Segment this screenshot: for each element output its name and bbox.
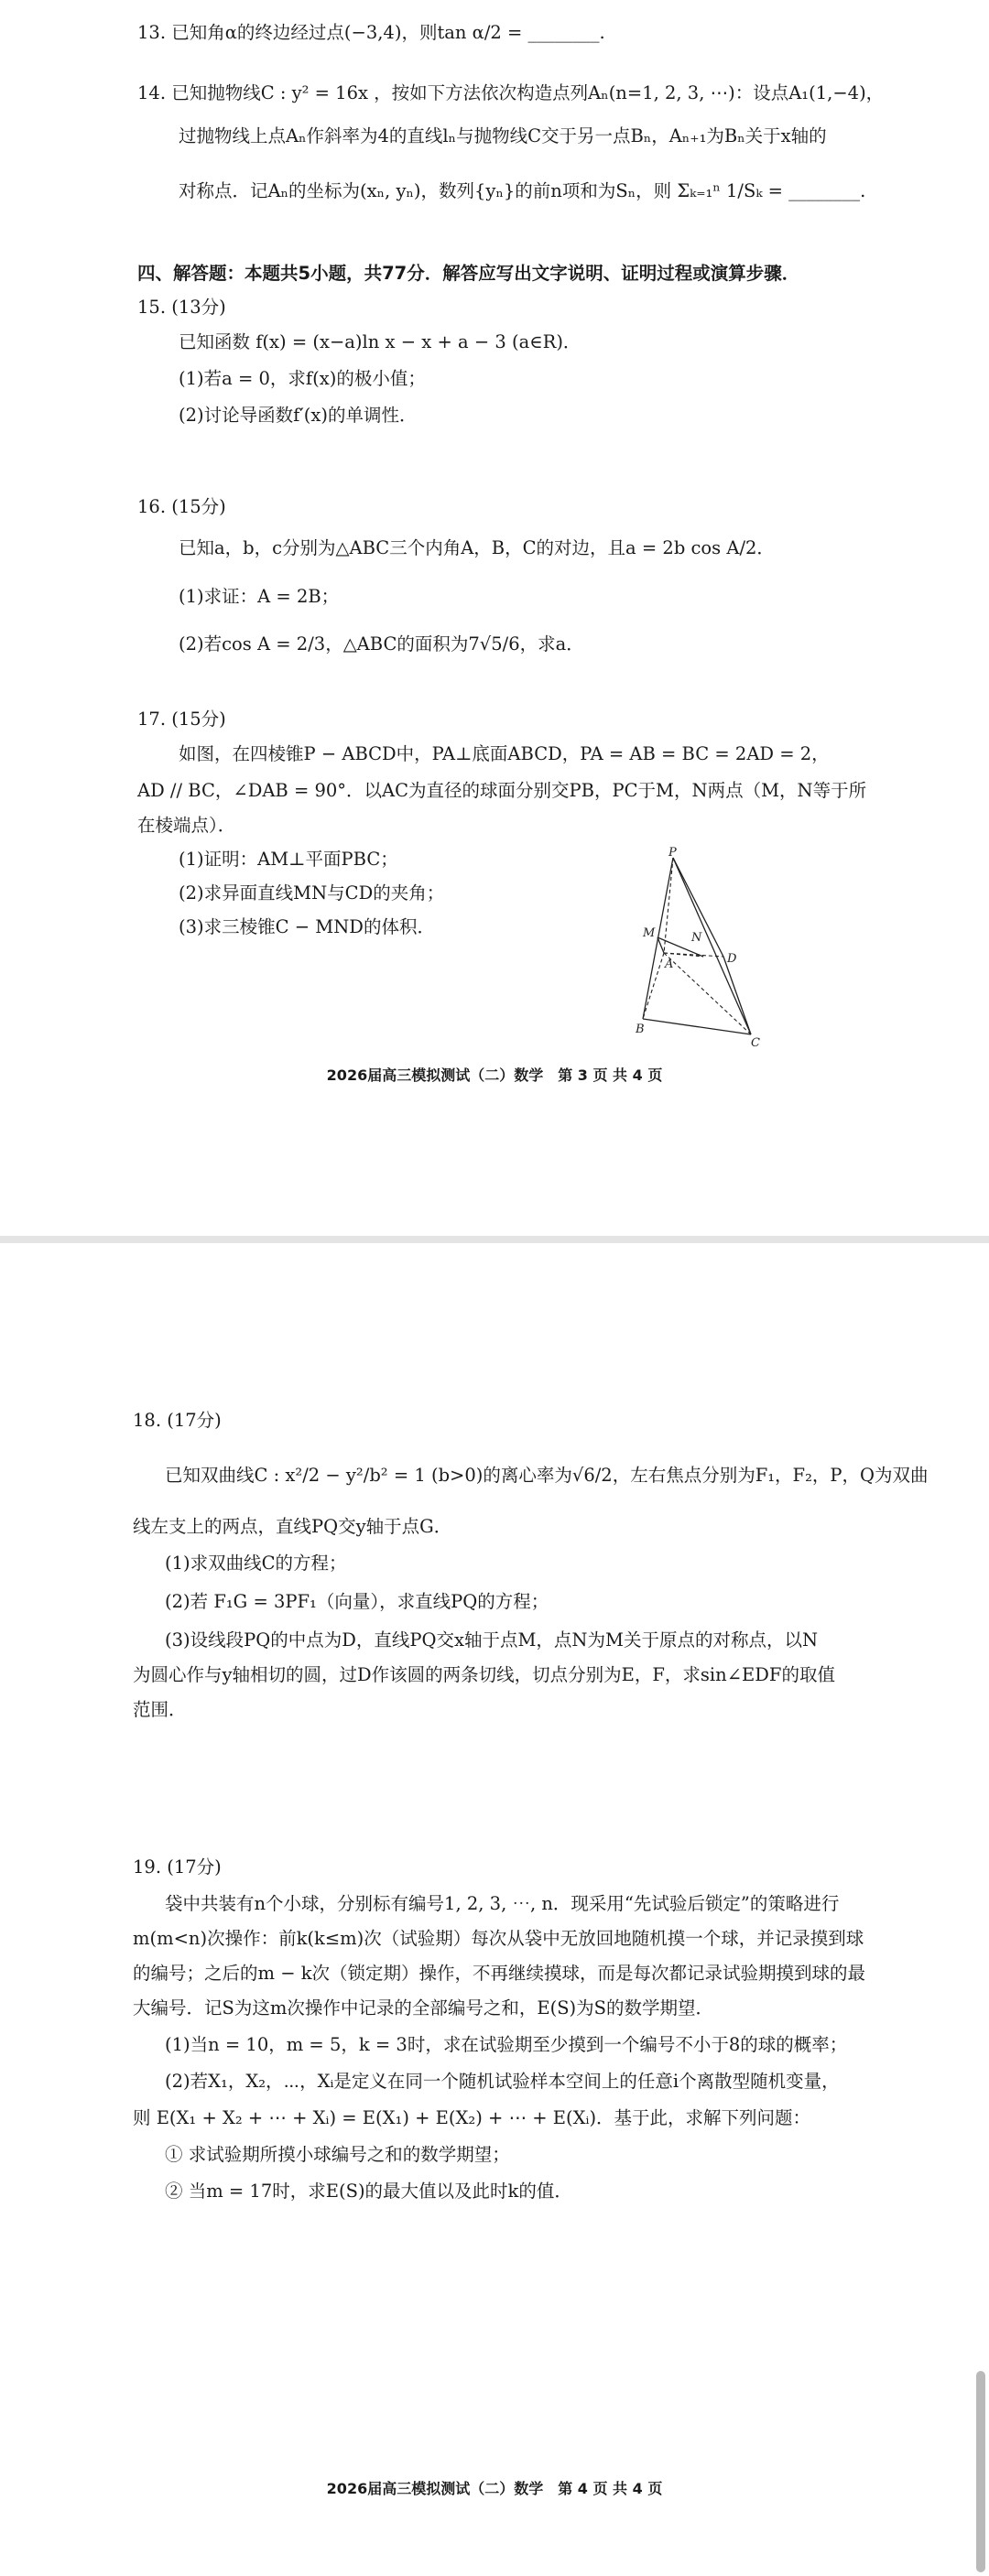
question-16-heading: 16. (15分) — [137, 496, 226, 517]
exam-page-3 — [0, 0, 989, 1236]
question-19-line-4: 大编号．记S为这m次操作中记录的全部编号之和，E(S)为S的数学期望． — [133, 1997, 714, 2019]
question-19-part-1: (1)当n = 10，m = 5，k = 3时，求在试验期至少摸到一个编号不小于8的球的概率； — [165, 2034, 848, 2055]
label-C: C — [751, 1036, 760, 1048]
question-15-line-3: (2)讨论导函数f′(x)的单调性． — [179, 405, 418, 426]
page-4-footer: 2026届高三模拟测试（二）数学 第 4 页 共 4 页 — [326, 2480, 663, 2497]
pyramid-figure — [623, 847, 778, 1048]
question-17-heading: 17. (15分) — [137, 709, 226, 730]
question-19-part-2-line-2: 则 E(X₁ + X₂ + ⋯ + Xᵢ) = E(X₁) + E(X₂) + ⋯ + E(Xᵢ)．基于此，求解下列问题： — [133, 2107, 811, 2128]
question-18-part-2: (2)若 F₁G = 3PF₁（向量），求直线PQ的方程； — [165, 1591, 549, 1612]
label-D: D — [727, 952, 737, 966]
question-18-heading: 18. (17分) — [133, 1410, 222, 1431]
question-15-heading: 15. (13分) — [137, 297, 226, 318]
label-B: B — [636, 1023, 645, 1036]
question-19-heading: 19. (17分) — [133, 1856, 222, 1878]
edge-DC — [723, 957, 751, 1034]
edge-PC — [673, 858, 751, 1034]
question-18-line-1: 已知双曲线C : x²/2 − y²/b² = 1 (b>0)的离心率为√6/2，左右焦点分别为F₁，F₂，P，Q为双曲 — [165, 1465, 929, 1486]
page-separator — [0, 1236, 989, 1243]
question-19-line-1: 袋中共装有n个小球，分别标有编号1, 2, 3, ⋯, n．现采用“先试验后锁定”的策略进行 — [165, 1893, 840, 1914]
question-18-part-3-line-1: (3)设线段PQ的中点为D，直线PQ交x轴于点M，点N为M关于原点的对称点，以N — [165, 1629, 819, 1651]
question-18-part-3-line-2: 为圆心作与y轴相切的圆，过D作该圆的两条切线，切点分别为E，F，求sin∠EDF的取值 — [133, 1664, 835, 1685]
edge-AC — [664, 953, 751, 1034]
exam-page-4 — [0, 1243, 989, 2576]
scrollbar-thumb[interactable] — [976, 2371, 985, 2572]
question-19-line-3: 的编号；之后的m − k次（锁定期）操作，不再继续摸球，而是每次都记录试验期摸到球的最 — [133, 1963, 866, 1984]
question-19-subpart-2: ② 当m = 17时，求E(S)的最大值以及此时k的值． — [165, 2181, 572, 2202]
question-18-part-3-line-3: 范围． — [133, 1699, 187, 1720]
question-14-line-2: 过抛物线上点Aₙ作斜率为4的直线lₙ与抛物线C交于另一点Bₙ，Aₙ₊₁为Bₙ关于x轴的 — [179, 125, 827, 146]
question-19-line-2: m(m<n)次操作：前k(k≤m)次（试验期）每次从袋中无放回地随机摸一个球，并记录摸到球 — [133, 1928, 864, 1949]
edge-BC — [643, 1019, 751, 1034]
question-19-part-2-line-1: (2)若X₁，X₂，⋯，Xᵢ是定义在同一个随机试验样本空间上的任意i个离散型随机变量， — [165, 2071, 840, 2092]
question-14-line-1: 14. 已知抛物线C : y² = 16x ，按如下方法依次构造点列Aₙ(n=1, 2, 3, ⋯)：设点A₁(1,−4)， — [137, 82, 885, 103]
label-N: N — [691, 931, 702, 945]
question-17-line-1: 如图，在四棱锥P − ABCD中，PA⊥底面ABCD，PA = AB = BC = 2AD = 2， — [179, 743, 830, 764]
question-17-line-2: AD // BC，∠DAB = 90°．以AC为直径的球面分别交PB，PC于M，N两点（M，N等于所 — [137, 780, 867, 801]
question-17-part-2: (2)求异面直线MN与CD的夹角； — [179, 882, 445, 904]
label-P: P — [668, 847, 677, 860]
section-4-heading: 四、解答题：本题共5小题，共77分．解答应写出文字说明、证明过程或演算步骤． — [137, 263, 800, 284]
label-M: M — [643, 926, 656, 940]
question-18-part-1: (1)求双曲线C的方程； — [165, 1553, 347, 1574]
question-14-line-3: 对称点．记Aₙ的坐标为(xₙ, yₙ)，数列{yₙ}的前n项和为Sₙ，则 Σₖ₌₁ⁿ 1/Sₖ = ________. — [179, 180, 866, 201]
question-19-subpart-1: ① 求试验期所摸小球编号之和的数学期望； — [165, 2144, 510, 2165]
question-15-line-2: (1)若a = 0，求f(x)的极小值； — [179, 368, 426, 389]
question-13: 13. 已知角α的终边经过点(−3,4)，则tan α/2 = ________. — [137, 22, 605, 43]
label-A: A — [665, 958, 674, 971]
question-17-part-3: (3)求三棱锥C − MND的体积． — [179, 916, 435, 937]
question-16-line-2: (1)求证：A = 2B； — [179, 586, 340, 607]
question-17-part-1: (1)证明：AM⊥平面PBC； — [179, 849, 398, 870]
question-15-line-1: 已知函数 f(x) = (x−a)ln x − x + a − 3 (a∈R)． — [179, 331, 581, 352]
question-18-line-2: 线左支上的两点，直线PQ交y轴于点G． — [133, 1516, 452, 1537]
page-3-footer: 2026届高三模拟测试（二）数学 第 3 页 共 4 页 — [326, 1066, 663, 1084]
edge-PA — [664, 858, 673, 953]
question-16-line-3: (2)若cos A = 2/3，△ABC的面积为7√5/6，求a． — [179, 633, 584, 655]
question-17-line-3: 在棱端点）． — [137, 815, 236, 836]
question-16-line-1: 已知a，b，c分别为△ABC三个内角A，B，C的对边，且a = 2b cos A/2． — [179, 537, 775, 558]
